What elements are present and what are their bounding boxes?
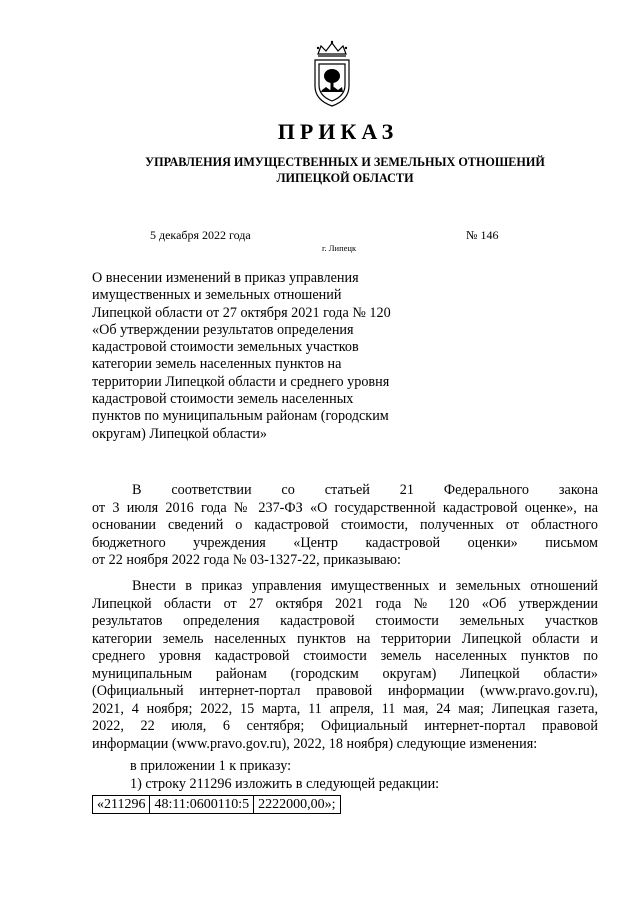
paragraph-line: Внести в приказ управления имущественных и земельных отношений [132, 578, 598, 594]
issuing-organization [100, 154, 590, 186]
subject-line: О внесении изменений в приказ управления [92, 270, 359, 286]
amendment-table [92, 795, 341, 814]
org-line: ЛИПЕЦКОЙ ОБЛАСТИ [276, 171, 414, 185]
document-number: № 146 [466, 228, 499, 242]
document-city: г. Липецк [322, 243, 357, 253]
subject-line: кадастровой стоимости земельных участков [92, 339, 359, 356]
paragraph-line: (Официальный интернет-портал правовой информации (www.pravo.gov.ru), [92, 683, 598, 699]
cadastral-number-cell: 48:11:0600110:5 [150, 796, 254, 814]
document-date: 5 декабря 2022 года [150, 228, 251, 242]
paragraph-line: категории земель населенных пунктов на территории Липецкой области и [92, 630, 598, 647]
preamble-paragraph [92, 482, 598, 570]
table-row [93, 796, 341, 814]
order-paragraph [92, 578, 598, 753]
paragraph-line: В соответствии со статьей 21 Федерального закона [132, 482, 598, 498]
cadastral-value-cell: 2222000,00»; [254, 796, 340, 814]
subject-line: пунктов по муниципальным районам (городским [92, 408, 389, 425]
paragraph-line: Липецкой области от 27 октября 2021 года № 120 «Об утверждении [92, 595, 598, 612]
row-instruction: 1) строку 211296 изложить в следующей редакции: [130, 776, 440, 792]
subject-line: территории Липецкой области и среднего уровня [92, 373, 390, 390]
appendix-reference: в приложении 1 к приказу: [130, 758, 292, 774]
subject-line: категории земель населенных пунктов на [92, 356, 342, 373]
paragraph-line: 2022, 22 июля, 6 сентября; Официальный интернет-портал правовой [92, 718, 598, 734]
document-title: ПРИКАЗ [277, 119, 399, 144]
paragraph-line: основании сведений о кадастровой стоимости, полученных от областного [92, 517, 598, 533]
subject-line: имущественных и земельных отношений [92, 287, 342, 304]
paragraph-line: муниципальным районам (городским округам) Липецкой области» [92, 665, 598, 682]
subject-line: «Об утверждении результатов определения [92, 321, 354, 338]
paragraph-line: бюджетного учреждения «Центр кадастровой оценки» письмом [92, 534, 598, 551]
document-subject [92, 270, 422, 443]
subject-line: Липецкой области от 27 октября 2021 года № 120 [92, 304, 391, 321]
paragraph-line: информации (www.pravo.gov.ru), 2022, 18 ноября) следующие изменения: [92, 735, 538, 752]
paragraph-line: от 3 июля 2016 года № 237-ФЗ «О государственной кадастровой оценке», на [92, 499, 598, 516]
paragraph-line: результатов определения кадастровой стоимости земельных участков [92, 613, 598, 629]
row-number-cell: «211296 [93, 796, 150, 814]
coat-of-arms-icon [310, 40, 354, 110]
paragraph-line: от 22 ноября 2022 года № 03-1327-22, приказываю: [92, 552, 401, 568]
org-line: УПРАВЛЕНИЯ ИМУЩЕСТВЕННЫХ И ЗЕМЕЛЬНЫХ ОТНОШЕНИЙ [145, 155, 545, 169]
subject-line: округам) Липецкой области» [92, 425, 267, 442]
subject-line: кадастровой стоимости земель населенных [92, 391, 354, 408]
paragraph-line: 2021, 4 ноября; 2022, 15 марта, 11 апреля, 11 мая, 24 мая; Липецкая газета, [92, 700, 598, 717]
paragraph-line: среднего уровня кадастровой стоимости земель населенных пунктов по [92, 648, 598, 664]
